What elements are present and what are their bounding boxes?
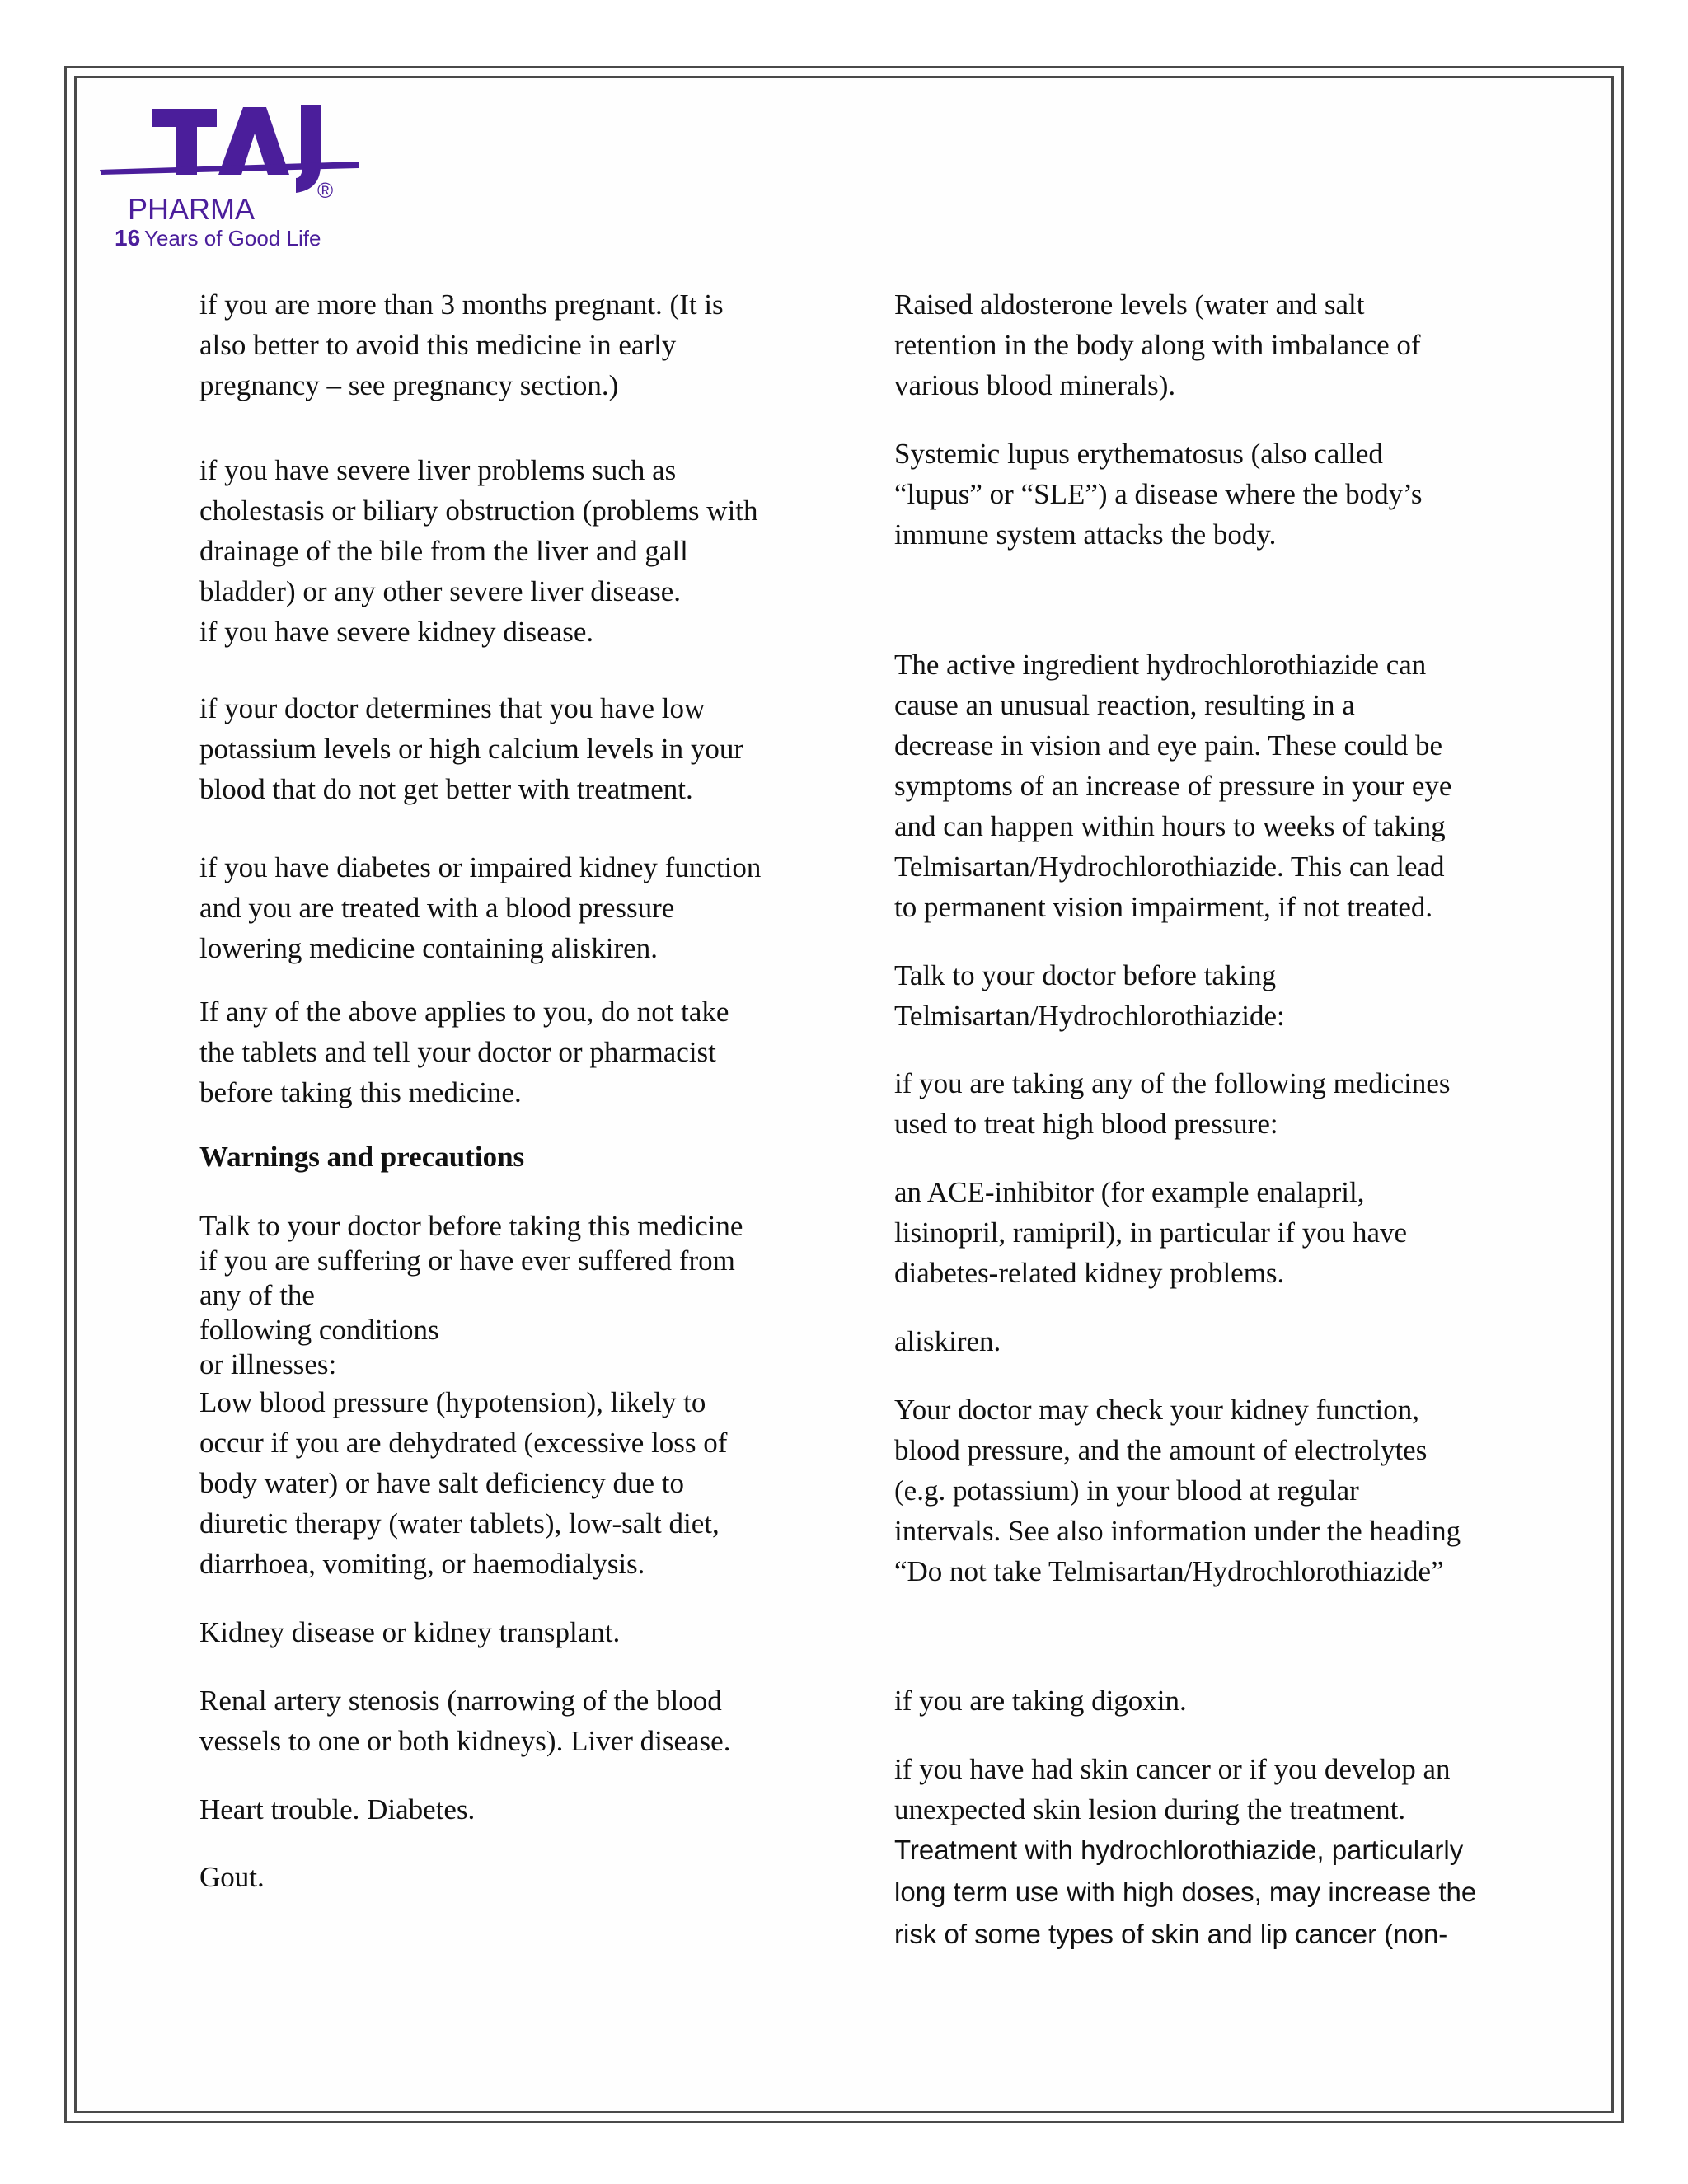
logo-registered-mark: ®	[317, 178, 334, 203]
left-line: diarrhoea, vomiting, or haemodialysis.	[199, 1548, 645, 1580]
left-line: before taking this medicine.	[199, 1076, 522, 1108]
logo-t-stem	[176, 109, 197, 175]
right-line: aliskiren.	[894, 1325, 1001, 1357]
right-line: long term use with high doses, may increase the	[894, 1877, 1477, 1907]
left-line: If any of the above applies to you, do not take	[199, 996, 729, 1028]
left-line: if you are more than 3 months pregnant. (It is	[199, 288, 724, 321]
left-line: if you have severe kidney disease.	[199, 616, 594, 648]
right-line: Telmisartan/Hydrochlorothiazide:	[894, 1000, 1285, 1032]
right-line: used to treat high blood pressure:	[894, 1108, 1278, 1140]
left-line: bladder) or any other severe liver disease.	[199, 575, 682, 607]
logo-years-number: 16	[115, 225, 141, 251]
section-heading-warnings: Warnings and precautions	[199, 1141, 525, 1173]
right-line: to permanent vision impairment, if not treated.	[894, 891, 1433, 923]
right-line: blood pressure, and the amount of electrolytes	[894, 1434, 1428, 1466]
logo-tagline: Years of Good Life	[144, 226, 321, 251]
right-line: if you are taking digoxin.	[894, 1685, 1187, 1717]
right-line: immune system attacks the body.	[894, 518, 1277, 551]
left-line: blood that do not get better with treatment.	[199, 773, 693, 805]
right-line: lisinopril, ramipril), in particular if you have	[894, 1216, 1408, 1249]
right-line: risk of some types of skin and lip cancer (non-	[894, 1919, 1448, 1949]
right-line: Talk to your doctor before taking	[894, 959, 1277, 991]
left-line: any of the	[199, 1279, 315, 1311]
right-line: The active ingredient hydrochlorothiazide can	[894, 649, 1427, 681]
left-line: and you are treated with a blood pressure	[199, 892, 675, 924]
right-line: Telmisartan/Hydrochlorothiazide. This can lead	[894, 851, 1445, 883]
left-line: Heart trouble. Diabetes.	[199, 1793, 476, 1825]
left-line: also better to avoid this medicine in early	[199, 329, 677, 361]
logo-sub-text: PHARMA	[128, 192, 256, 226]
left-line: the tablets and tell your doctor or pharmacist	[199, 1036, 716, 1068]
right-line: diabetes-related kidney problems.	[894, 1257, 1285, 1289]
right-line: unexpected skin lesion during the treatment.	[894, 1793, 1406, 1825]
right-line: Systemic lupus erythematosus (also called	[894, 438, 1383, 470]
left-line: following conditions	[199, 1314, 439, 1346]
left-line: lowering medicine containing aliskiren.	[199, 932, 658, 964]
left-line: if you are suffering or have ever suffered from	[199, 1244, 735, 1277]
right-line: (e.g. potassium) in your blood at regular	[894, 1474, 1359, 1507]
left-line: drainage of the bile from the liver and gall	[199, 535, 688, 567]
left-line: diuretic therapy (water tablets), low-salt diet,	[199, 1507, 720, 1540]
left-line: Gout.	[199, 1861, 265, 1893]
left-line: if your doctor determines that you have low	[199, 692, 706, 724]
right-line: an ACE-inhibitor (for example enalapril,	[894, 1176, 1365, 1208]
left-line: occur if you are dehydrated (excessive loss of	[199, 1427, 728, 1459]
left-line: potassium levels or high calcium levels in your	[199, 733, 744, 765]
right-line: various blood minerals).	[894, 369, 1176, 401]
right-line: and can happen within hours to weeks of taking	[894, 810, 1446, 842]
left-line: Low blood pressure (hypotension), likely to	[199, 1386, 706, 1418]
right-line: “Do not take Telmisartan/Hydrochlorothiazide”	[894, 1555, 1444, 1587]
taj-pharma-logo	[95, 97, 367, 254]
right-line: if you have had skin cancer or if you develop an	[894, 1753, 1451, 1785]
left-line: Talk to your doctor before taking this medicine	[199, 1210, 743, 1242]
right-line: cause an unusual reaction, resulting in a	[894, 689, 1355, 721]
right-line: Treatment with hydrochlorothiazide, particularly	[894, 1835, 1464, 1865]
left-line: cholestasis or biliary obstruction (problems with	[199, 494, 758, 527]
right-line: symptoms of an increase of pressure in your eye	[894, 770, 1452, 802]
left-line: if you have severe liver problems such as	[199, 454, 677, 486]
left-line: Kidney disease or kidney transplant.	[199, 1616, 621, 1648]
left-line: pregnancy – see pregnancy section.)	[199, 369, 619, 401]
right-line: decrease in vision and eye pain. These could be	[894, 729, 1443, 762]
left-line: if you have diabetes or impaired kidney function	[199, 851, 762, 883]
right-line: Raised aldosterone levels (water and salt	[894, 288, 1365, 321]
right-line: “lupus” or “SLE”) a disease where the body’s	[894, 478, 1423, 510]
left-line: Renal artery stenosis (narrowing of the blood	[199, 1685, 722, 1717]
logo-j-stem	[301, 105, 321, 165]
right-line: retention in the body along with imbalance of	[894, 329, 1421, 361]
left-line: body water) or have salt deficiency due to	[199, 1467, 684, 1499]
left-line: or illnesses:	[199, 1348, 337, 1380]
right-line: if you are taking any of the following medicines	[894, 1067, 1451, 1099]
right-line: intervals. See also information under the heading	[894, 1515, 1461, 1547]
left-line: vessels to one or both kidneys). Liver disease.	[199, 1725, 731, 1757]
right-line: Your doctor may check your kidney function,	[894, 1394, 1420, 1426]
